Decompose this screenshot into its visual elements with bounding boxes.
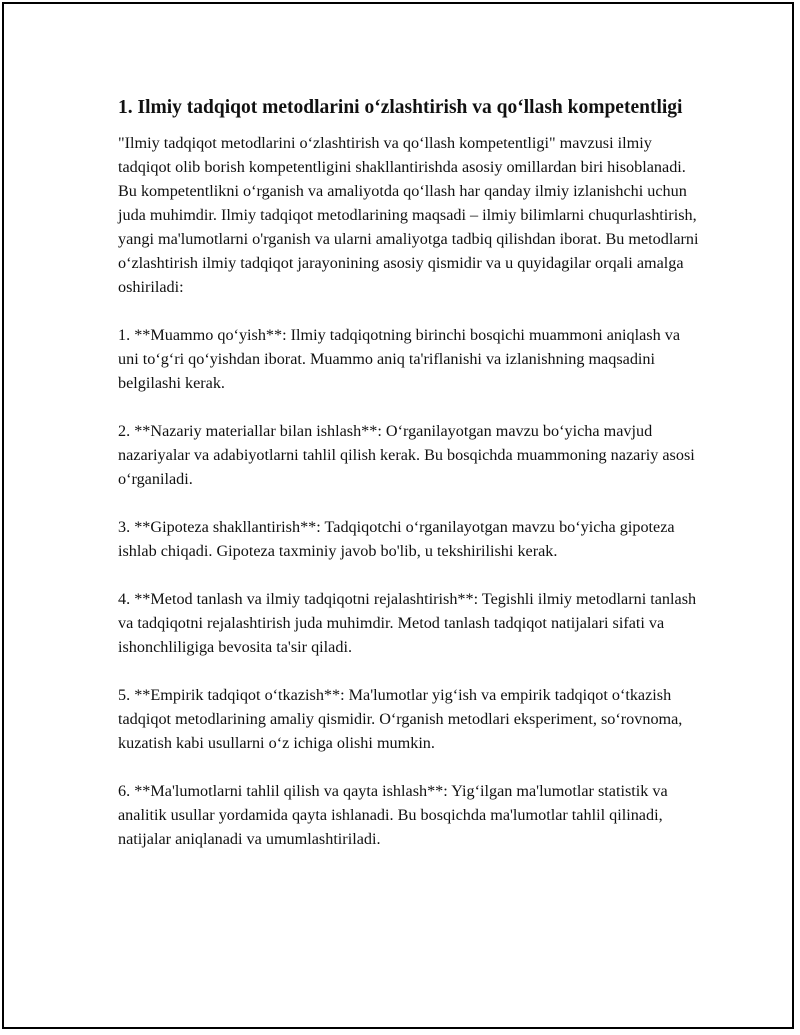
list-item-data-analysis: 6. **Ma'lumotlarni tahlil qilish va qayta ishlash**: Yig‘ilgan ma'lumotlar statistik va analitik usullar yordamida qayta ishlanadi. Bu bosqichda ma'lumotlar tahlil qilinadi, natijalar aniqlanadi va umumlashtiriladi. xyxy=(118,782,668,848)
list-item-empirical-research: 5. **Empirik tadqiqot o‘tkazish**: Ma'lumotlar yig‘ish va empirik tadqiqot o‘tkazish tadqiqot metodlarining amaliy qismidir. O‘rganish metodlari eksperiment, so‘rovnoma, kuzatish kabi usullarni o‘z ichiga olishi mumkin. xyxy=(118,686,683,752)
intro-paragraph: "Ilmiy tadqiqot metodlarini o‘zlashtirish va qo‘llash kompetentligi" mavzusi ilmiy tadqiqot olib borish kompetentligini shakllantirishda asosiy omillardan biri hisoblanadi. Bu kompetentlikni o‘rganish va amaliyotda qo‘llash har qanday ilmiy izlanishchi uchun juda muhimdir. Ilmiy tadqiqot metodlarining maqsadi – ilmiy bilimlarni chuqurlashtirish, yangi ma'lumotlarni o'rganish va ularni amaliyotga tadbiq qilishdan iborat. Bu metodlarni o‘zlashtirish ilmiy tadqiqot jarayonining asosiy qismidir va u quyidagilar orqali amalga oshiriladi: xyxy=(118,134,699,296)
list-item-problem-statement: 1. **Muammo qo‘yish**: Ilmiy tadqiqotning birinchi bosqichi muammoni aniqlash va uni to‘g‘ri qo‘yishdan iborat. Muammo aniq ta'riflanishi va izlanishning maqsadini belgilashi kerak. xyxy=(118,326,681,392)
section-heading: 1. Ilmiy tadqiqot metodlarini o‘zlashtirish va qo‘llash kompetentligi xyxy=(118,97,683,118)
list-item-hypothesis: 3. **Gipoteza shakllantirish**: Tadqiqotchi o‘rganilayotgan mavzu bo‘yicha gipoteza ishlab chiqadi. Gipoteza taxminiy javob bo'lib, u tekshirilishi kerak. xyxy=(118,518,675,560)
list-item-method-selection: 4. **Metod tanlash va ilmiy tadqiqotni rejalashtirish**: Tegishli ilmiy metodlarni tanlash va tadqiqotni rejalashtirish juda muhimdir. Metod tanlash tadqiqot natijalari sifati va ishonchliligiga bevosita ta'sir qiladi. xyxy=(118,590,697,656)
list-item-theoretical-materials: 2. **Nazariy materiallar bilan ishlash**: O‘rganilayotgan mavzu bo‘yicha mavjud nazariyalar va adabiyotlarni tahlil qilish kerak. Bu bosqichda muammoning nazariy asosi o‘rganiladi. xyxy=(118,422,695,488)
document-body xyxy=(118,95,704,875)
